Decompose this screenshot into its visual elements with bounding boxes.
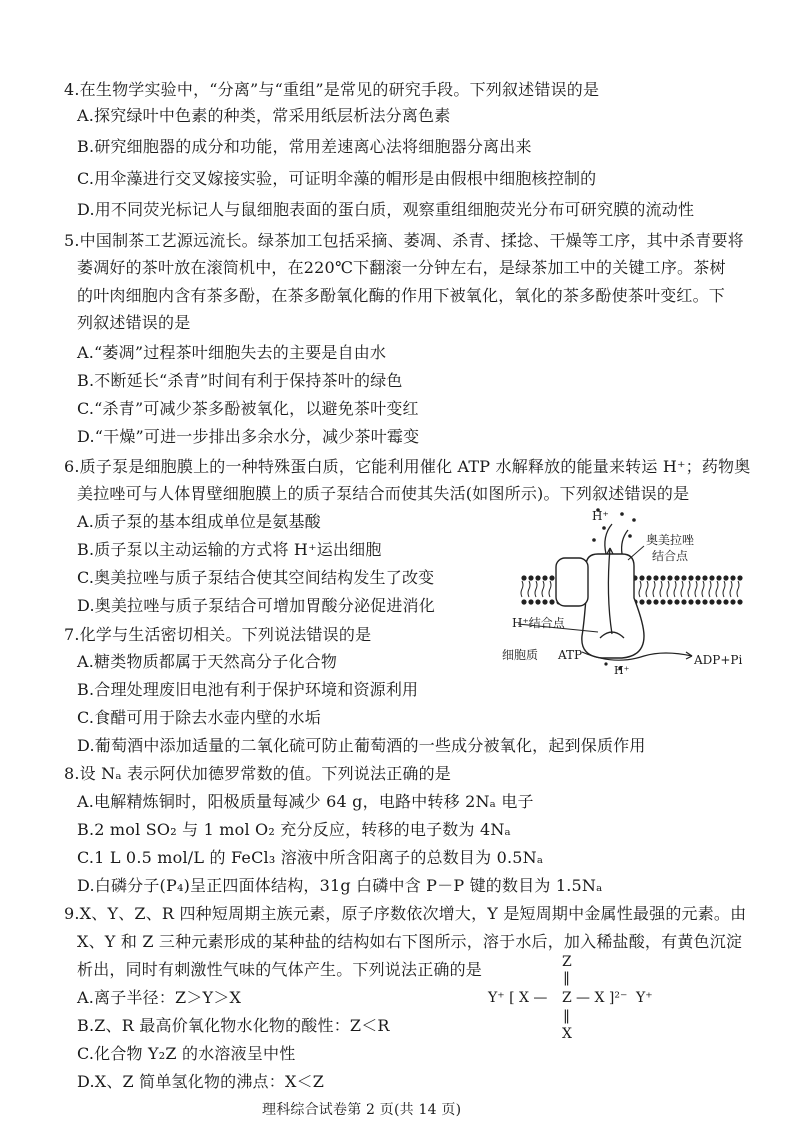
q9-option-b: B.Z、R 最高价氧化物水化物的酸性：Z＜R xyxy=(77,1016,390,1035)
label-h-site: H⁺结合点 xyxy=(512,616,565,630)
salt-structure-figure xyxy=(486,950,666,1046)
q8-option-b: B.2 mol SO₂ 与 1 mol O₂ 充分反应，转移的电子数为 4Nₐ xyxy=(77,820,511,839)
q6-option-d: D.奥美拉唑与质子泵结合可增加胃酸分泌促进消化 xyxy=(77,596,435,615)
label-h-bottom: H⁺ xyxy=(614,664,630,677)
q9-option-c: C.化合物 Y₂Z 的水溶液呈中性 xyxy=(77,1044,296,1063)
q5-stem-line4: 列叙述错误的是 xyxy=(77,313,191,332)
q8-stem: 8.设 Nₐ 表示阿伏加德罗常数的值。下列说法正确的是 xyxy=(64,764,452,783)
q5-stem-line3: 的叶肉细胞内含有茶多酚，在茶多酚氧化酶的作用下被氧化，氧化的茶多酚使茶叶变红。下 xyxy=(77,286,726,305)
structure-right: — X ]²⁻ xyxy=(576,990,628,1006)
q7-option-c: C.食醋可用于除去水壶内壁的水垢 xyxy=(77,708,321,727)
q5-option-a: A.“萎凋”过程茶叶细胞失去的主要是自由水 xyxy=(77,343,387,362)
q4-option-b: B.研究细胞器的成分和功能，常用差速离心法将细胞器分离出来 xyxy=(77,137,532,156)
q6-stem-line2: 美拉唑可与人体胃壁细胞膜上的质子泵结合而使其失活(如图所示)。下列叙述错误的是 xyxy=(77,484,690,503)
q5-option-b: B.不断延长“杀青”时间有利于保持茶叶的绿色 xyxy=(77,371,403,390)
page-footer: 理科综合试卷第 2 页(共 14 页) xyxy=(262,1102,462,1118)
omeprazole-binding-pointer xyxy=(628,546,644,560)
q5-option-d: D.“干燥”可进一步排出多余水分，减少茶叶霉变 xyxy=(77,427,420,446)
proton-pump-protein xyxy=(582,554,644,658)
q5-stem-line1: 5.中国制茶工艺源远流长。绿茶加工包括采摘、萎凋、杀青、揉捻、干燥等工序，其中杀青要将 xyxy=(64,231,744,250)
label-omeprazole-2: 结合点 xyxy=(652,549,689,563)
q7-option-d: D.葡萄酒中添加适量的二氧化硫可防止葡萄酒的一些成分被氧化，起到保质作用 xyxy=(77,736,646,755)
structure-bottom-bond: ‖ xyxy=(563,1008,570,1024)
q9-option-a: A.离子半径：Z＞Y＞X xyxy=(77,988,242,1007)
structure-right-cation: Y⁺ xyxy=(636,990,653,1006)
q6-option-a: A.质子泵的基本组成单位是氨基酸 xyxy=(77,512,321,531)
q9-stem-line3: 析出，同时有刺激性气味的气体产生。下列说法正确的是 xyxy=(77,960,483,979)
label-cytoplasm: 细胞质 xyxy=(502,648,539,662)
label-adp: ADP+Pi xyxy=(694,653,743,667)
q9-option-d: D.X、Z 简单氢化物的沸点：X＜Z xyxy=(77,1072,325,1091)
q8-option-a: A.电解精炼铜时，阳极质量每减少 64 g，电路中转移 2Nₐ 电子 xyxy=(77,792,534,811)
q7-option-a: A.糖类物质都属于天然高分子化合物 xyxy=(77,652,338,671)
q4-option-d: D.用不同荧光标记人与鼠细胞表面的蛋白质，观察重组细胞荧光分布可研究膜的流动性 xyxy=(77,200,695,219)
q9-stem-line2: X、Y 和 Z 三种元素形成的某种盐的结构如右下图所示，溶于水后，加入稀盐酸，有黄色沉淀 xyxy=(77,932,743,951)
q4-option-a: A.探究绿叶中色素的种类，常采用纸层析法分离色素 xyxy=(77,106,451,125)
label-omeprazole-1: 奥美拉唑 xyxy=(646,533,695,547)
q5-option-c: C.“杀青”可减少茶多酚被氧化，以避免茶叶变红 xyxy=(77,399,419,418)
q7-stem: 7.化学与生活密切相关。下列说法错误的是 xyxy=(64,625,372,644)
protein-subunit xyxy=(556,558,588,606)
label-atp: ATP xyxy=(558,648,583,662)
structure-top-atom: Z xyxy=(562,954,572,970)
structure-top-bond: ‖ xyxy=(563,970,570,986)
q4-option-c: C.用伞藻进行交叉嫁接实验，可证明伞藻的帽形是由假根中细胞核控制的 xyxy=(77,169,597,188)
label-h-top: H⁺ xyxy=(592,509,609,523)
q9-stem-line1: 9.X、Y、Z、R 四种短周期主族元素，原子序数依次增大，Y 是短周期中金属性最强的元素。由 xyxy=(64,904,747,923)
q5-stem-line2: 萎凋好的茶叶放在滚筒机中，在220℃下翻滚一分钟左右，是绿茶加工中的关键工序。茶树 xyxy=(77,258,726,277)
q4-stem: 4.在生物学实验中，“分离”与“重组”是常见的研究手段。下列叙述错误的是 xyxy=(64,80,600,99)
q6-option-b: B.质子泵以主动运输的方式将 H⁺运出细胞 xyxy=(77,540,382,559)
q8-option-c: C.1 L 0.5 mol/L 的 FeCl₃ 溶液中所含阳离子的总数目为 0.5Nₐ xyxy=(77,848,544,867)
proton-pump-figure xyxy=(494,506,764,681)
structure-left: Y⁺ [ X — xyxy=(488,990,548,1006)
q8-option-d: D.白磷分子(P₄)呈正四面体结构，31g 白磷中含 P－P 键的数目为 1.5Nₐ xyxy=(77,876,603,895)
q6-stem-line1: 6.质子泵是细胞膜上的一种特殊蛋白质，它能利用催化 ATP 水解释放的能量来转运 H⁺；药物奥 xyxy=(64,457,751,476)
q7-option-b: B.合理处理废旧电池有利于保护环境和资源利用 xyxy=(77,680,419,699)
structure-center-atom: Z xyxy=(562,990,572,1006)
q6-option-c: C.奥美拉唑与质子泵结合使其空间结构发生了改变 xyxy=(77,568,435,587)
structure-bottom-atom: X xyxy=(562,1026,572,1042)
